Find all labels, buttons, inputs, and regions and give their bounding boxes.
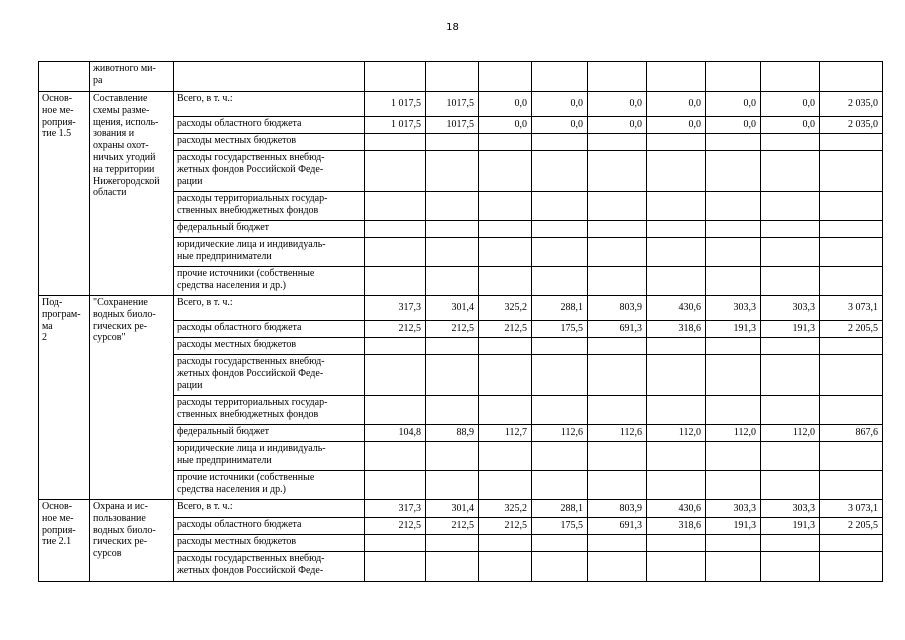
measure-name-line: Составление <box>93 93 148 104</box>
value-cell <box>706 267 761 296</box>
value-cell: 212,5 <box>479 321 532 338</box>
value-cell: 2 205,5 <box>820 518 883 535</box>
funding-source-line: расходы местных бюджетов <box>177 339 297 350</box>
budget-table <box>38 61 883 582</box>
measure-name-line: сурсов" <box>93 332 126 344</box>
value-cell <box>426 151 479 192</box>
measure-name-line: на территории <box>93 163 155 175</box>
value-cell: 2 035,0 <box>820 92 883 117</box>
value-cell: 112,0 <box>761 425 820 442</box>
value-cell: 175,5 <box>532 321 588 338</box>
program-group-line: ма <box>42 320 53 332</box>
value-cell <box>532 62 588 92</box>
value-cell: 112,6 <box>532 425 588 442</box>
funding-source-line: Всего, в т. ч.: <box>177 501 233 512</box>
funding-source-cell <box>174 296 365 321</box>
funding-source-line: рации <box>177 379 203 391</box>
value-cell: 288,1 <box>532 296 588 321</box>
value-cell <box>479 221 532 238</box>
value-cell <box>820 221 883 238</box>
program-group-line: роприя- <box>42 524 76 536</box>
value-cell <box>365 221 426 238</box>
value-cell: 2 205,5 <box>820 321 883 338</box>
funding-source-line: федеральный бюджет <box>177 222 270 233</box>
value-cell <box>820 192 883 221</box>
value-cell <box>532 535 588 552</box>
value-cell <box>820 62 883 92</box>
measure-name-line: Охрана и ис- <box>93 501 148 512</box>
value-cell: 1 017,5 <box>365 117 426 134</box>
value-cell <box>820 396 883 425</box>
funding-source-line: ные предприниматели <box>177 250 272 262</box>
funding-source-line: расходы областного бюджета <box>177 118 302 129</box>
value-cell: 212,5 <box>426 321 479 338</box>
program-group-line: програм- <box>42 308 81 320</box>
value-cell: 191,3 <box>706 518 761 535</box>
value-cell <box>479 238 532 267</box>
value-cell: 430,6 <box>647 500 706 518</box>
program-group-line: тие 1.5 <box>42 128 72 140</box>
value-cell <box>761 471 820 500</box>
value-cell <box>479 471 532 500</box>
value-cell <box>365 151 426 192</box>
value-cell <box>706 192 761 221</box>
funding-source-line: рации <box>177 175 203 187</box>
measure-name-cell <box>90 296 174 500</box>
value-cell <box>706 535 761 552</box>
program-group-line: ное ме- <box>42 512 74 524</box>
value-cell: 0,0 <box>647 117 706 134</box>
value-cell <box>761 134 820 151</box>
program-group-line: Основ- <box>42 93 73 104</box>
value-cell: 112,7 <box>479 425 532 442</box>
measure-name-line: гических ре- <box>93 320 148 332</box>
value-cell: 3 073,1 <box>820 296 883 321</box>
value-cell: 2 035,0 <box>820 117 883 134</box>
value-cell <box>479 62 532 92</box>
funding-source-line: средства населения и др.) <box>177 279 286 291</box>
value-cell <box>706 355 761 396</box>
value-cell <box>761 396 820 425</box>
value-cell: 317,3 <box>365 296 426 321</box>
funding-source-cell <box>174 500 365 518</box>
funding-source-line: расходы территориальных государ- <box>177 193 328 204</box>
value-cell: 803,9 <box>588 500 647 518</box>
value-cell: 212,5 <box>479 518 532 535</box>
table-row <box>39 296 883 321</box>
measure-name-line: охраны охот- <box>93 140 149 152</box>
funding-source-line: ственных внебюджетных фондов <box>177 204 319 216</box>
value-cell: 191,3 <box>706 321 761 338</box>
value-cell: 3 073,1 <box>820 500 883 518</box>
measure-name-cell <box>90 500 174 582</box>
program-group-line: 2 <box>42 332 47 344</box>
value-cell <box>706 471 761 500</box>
value-cell <box>532 338 588 355</box>
measure-name-line: водных биоло- <box>93 524 156 536</box>
value-cell <box>365 192 426 221</box>
value-cell <box>479 442 532 471</box>
measure-name-line: зования и <box>93 128 135 140</box>
funding-source-line: федеральный бюджет <box>177 426 270 437</box>
value-cell <box>426 355 479 396</box>
funding-source-line: расходы государственных внебюд- <box>177 553 325 564</box>
measure-name-line: Нижегородской <box>93 175 160 187</box>
value-cell <box>588 151 647 192</box>
value-cell <box>588 442 647 471</box>
value-cell <box>365 134 426 151</box>
value-cell <box>365 338 426 355</box>
value-cell: 212,5 <box>426 518 479 535</box>
program-group-line: ное ме- <box>42 104 74 116</box>
value-cell <box>588 192 647 221</box>
funding-source-cell <box>174 338 365 355</box>
value-cell: 430,6 <box>647 296 706 321</box>
value-cell <box>426 471 479 500</box>
value-cell <box>588 238 647 267</box>
value-cell <box>426 62 479 92</box>
value-cell <box>761 267 820 296</box>
funding-source-line: прочие источники (собственные <box>177 268 315 279</box>
measure-name-line: сурсов <box>93 548 122 560</box>
value-cell <box>532 396 588 425</box>
value-cell <box>706 338 761 355</box>
table-row <box>39 500 883 518</box>
value-cell: 325,2 <box>479 296 532 321</box>
value-cell: 317,3 <box>365 500 426 518</box>
value-cell <box>820 471 883 500</box>
value-cell <box>479 338 532 355</box>
funding-source-line: расходы областного бюджета <box>177 322 302 333</box>
funding-source-line: средства населения и др.) <box>177 483 286 495</box>
value-cell <box>647 535 706 552</box>
value-cell <box>761 552 820 582</box>
value-cell <box>761 535 820 552</box>
value-cell <box>647 355 706 396</box>
measure-name-line: животного ми- <box>93 63 156 74</box>
value-cell <box>365 442 426 471</box>
value-cell <box>647 134 706 151</box>
value-cell <box>647 238 706 267</box>
value-cell: 1017,5 <box>426 92 479 117</box>
value-cell <box>532 192 588 221</box>
table-row <box>39 92 883 117</box>
funding-source-line: ные предприниматели <box>177 454 272 466</box>
value-cell: 288,1 <box>532 500 588 518</box>
value-cell: 191,3 <box>761 518 820 535</box>
value-cell: 0,0 <box>532 117 588 134</box>
value-cell: 0,0 <box>532 92 588 117</box>
page-number: 18 <box>446 22 459 33</box>
value-cell <box>426 221 479 238</box>
value-cell <box>761 221 820 238</box>
value-cell <box>647 338 706 355</box>
value-cell: 112,6 <box>588 425 647 442</box>
value-cell <box>588 396 647 425</box>
value-cell <box>365 355 426 396</box>
value-cell: 0,0 <box>479 92 532 117</box>
value-cell <box>820 267 883 296</box>
program-group-cell <box>39 296 90 500</box>
value-cell: 0,0 <box>647 92 706 117</box>
value-cell <box>820 338 883 355</box>
measure-name-line: ничьих угодий <box>93 151 156 163</box>
value-cell: 303,3 <box>706 500 761 518</box>
funding-source-cell <box>174 471 365 500</box>
value-cell: 191,3 <box>761 321 820 338</box>
measure-name-cell <box>90 62 174 92</box>
value-cell <box>588 267 647 296</box>
value-cell: 325,2 <box>479 500 532 518</box>
value-cell <box>761 192 820 221</box>
funding-source-cell <box>174 552 365 582</box>
program-group-cell <box>39 92 90 296</box>
value-cell <box>706 552 761 582</box>
funding-source-line: жетных фондов Российской Феде- <box>177 163 324 175</box>
value-cell <box>706 396 761 425</box>
value-cell <box>588 471 647 500</box>
value-cell <box>820 552 883 582</box>
source-cell <box>174 62 365 92</box>
program-group-line: роприя- <box>42 116 76 128</box>
measure-name-line: гических ре- <box>93 536 148 548</box>
value-cell <box>761 338 820 355</box>
value-cell <box>706 221 761 238</box>
value-cell <box>479 396 532 425</box>
value-cell <box>365 552 426 582</box>
value-cell: 301,4 <box>426 296 479 321</box>
value-cell <box>365 535 426 552</box>
funding-source-cell <box>174 425 365 442</box>
value-cell: 303,3 <box>761 296 820 321</box>
value-cell <box>532 151 588 192</box>
value-cell: 0,0 <box>761 92 820 117</box>
program-group-line: Основ- <box>42 501 73 512</box>
funding-source-cell <box>174 442 365 471</box>
value-cell <box>820 442 883 471</box>
funding-source-line: прочие источники (собственные <box>177 472 315 483</box>
carry-over-row <box>39 62 883 92</box>
value-cell <box>426 192 479 221</box>
measure-name-line: щения, исполь- <box>93 116 159 128</box>
funding-source-line: Всего, в т. ч.: <box>177 93 233 104</box>
funding-source-line: расходы местных бюджетов <box>177 135 297 146</box>
value-cell <box>820 151 883 192</box>
value-cell <box>479 151 532 192</box>
value-cell <box>761 238 820 267</box>
value-cell <box>820 535 883 552</box>
value-cell <box>365 267 426 296</box>
value-cell <box>532 442 588 471</box>
value-cell <box>706 442 761 471</box>
funding-source-cell <box>174 355 365 396</box>
value-cell <box>647 442 706 471</box>
value-cell: 303,3 <box>761 500 820 518</box>
value-cell <box>588 355 647 396</box>
value-cell: 212,5 <box>365 518 426 535</box>
value-cell <box>588 552 647 582</box>
value-cell <box>706 151 761 192</box>
value-cell <box>820 134 883 151</box>
measure-name-line: схемы разме- <box>93 104 150 116</box>
value-cell <box>647 192 706 221</box>
value-cell <box>532 267 588 296</box>
value-cell: 1 017,5 <box>365 92 426 117</box>
value-cell: 0,0 <box>706 92 761 117</box>
value-cell <box>426 238 479 267</box>
value-cell <box>426 396 479 425</box>
value-cell: 318,6 <box>647 518 706 535</box>
value-cell: 88,9 <box>426 425 479 442</box>
value-cell <box>532 221 588 238</box>
value-cell <box>532 471 588 500</box>
value-cell <box>588 535 647 552</box>
funding-source-line: ственных внебюджетных фондов <box>177 408 319 420</box>
value-cell <box>588 221 647 238</box>
value-cell <box>647 221 706 238</box>
measure-name-line: водных биоло- <box>93 308 156 320</box>
measure-name-line: ра <box>93 74 103 86</box>
value-cell: 691,3 <box>588 518 647 535</box>
value-cell <box>365 62 426 92</box>
funding-source-cell <box>174 151 365 192</box>
value-cell <box>479 192 532 221</box>
value-cell <box>426 535 479 552</box>
value-cell <box>479 552 532 582</box>
funding-source-cell <box>174 518 365 535</box>
value-cell <box>479 134 532 151</box>
funding-source-cell <box>174 117 365 134</box>
funding-source-cell <box>174 396 365 425</box>
program-group-line: тие 2.1 <box>42 536 72 548</box>
value-cell <box>647 552 706 582</box>
value-cell: 212,5 <box>365 321 426 338</box>
value-cell <box>820 238 883 267</box>
value-cell <box>761 442 820 471</box>
funding-source-cell <box>174 134 365 151</box>
funding-source-line: жетных фондов Российской Феде- <box>177 564 324 576</box>
value-cell <box>426 267 479 296</box>
value-cell: 301,4 <box>426 500 479 518</box>
value-cell: 0,0 <box>761 117 820 134</box>
value-cell <box>426 442 479 471</box>
funding-source-cell <box>174 238 365 267</box>
value-cell <box>479 267 532 296</box>
value-cell <box>588 338 647 355</box>
value-cell: 0,0 <box>479 117 532 134</box>
funding-source-line: юридические лица и индивидуаль- <box>177 239 326 250</box>
funding-source-cell <box>174 192 365 221</box>
funding-source-cell <box>174 221 365 238</box>
value-cell <box>820 355 883 396</box>
program-group-line: Под- <box>42 297 63 308</box>
value-cell <box>761 151 820 192</box>
value-cell <box>588 62 647 92</box>
funding-source-line: расходы государственных внебюд- <box>177 152 325 163</box>
funding-source-line: расходы государственных внебюд- <box>177 356 325 367</box>
value-cell <box>426 552 479 582</box>
value-cell <box>532 552 588 582</box>
funding-source-cell <box>174 535 365 552</box>
value-cell <box>761 62 820 92</box>
funding-source-line: расходы территориальных государ- <box>177 397 328 408</box>
value-cell <box>532 355 588 396</box>
value-cell <box>706 134 761 151</box>
value-cell: 0,0 <box>588 92 647 117</box>
value-cell <box>647 471 706 500</box>
value-cell: 112,0 <box>706 425 761 442</box>
value-cell: 303,3 <box>706 296 761 321</box>
program-group-cell <box>39 500 90 582</box>
value-cell <box>647 396 706 425</box>
value-cell <box>426 338 479 355</box>
value-cell <box>365 396 426 425</box>
value-cell <box>365 471 426 500</box>
value-cell <box>365 238 426 267</box>
value-cell <box>479 355 532 396</box>
value-cell: 691,3 <box>588 321 647 338</box>
value-cell <box>479 535 532 552</box>
value-cell: 1017,5 <box>426 117 479 134</box>
value-cell: 175,5 <box>532 518 588 535</box>
measure-name-line: пользование <box>93 512 146 524</box>
funding-source-line: расходы местных бюджетов <box>177 536 297 547</box>
value-cell <box>532 134 588 151</box>
group-cell <box>39 62 90 92</box>
funding-source-line: Всего, в т. ч.: <box>177 297 233 308</box>
measure-name-line: области <box>93 187 127 199</box>
value-cell: 867,6 <box>820 425 883 442</box>
value-cell <box>706 238 761 267</box>
value-cell <box>532 238 588 267</box>
funding-source-line: жетных фондов Российской Феде- <box>177 367 324 379</box>
value-cell <box>426 134 479 151</box>
funding-source-line: юридические лица и индивидуаль- <box>177 443 326 454</box>
funding-source-cell <box>174 267 365 296</box>
value-cell <box>588 134 647 151</box>
value-cell <box>761 355 820 396</box>
funding-source-cell <box>174 321 365 338</box>
value-cell: 0,0 <box>588 117 647 134</box>
value-cell: 803,9 <box>588 296 647 321</box>
measure-name-line: "Сохранение <box>93 297 148 308</box>
funding-source-line: расходы областного бюджета <box>177 519 302 530</box>
value-cell: 0,0 <box>706 117 761 134</box>
value-cell <box>647 267 706 296</box>
value-cell <box>706 62 761 92</box>
measure-name-cell <box>90 92 174 296</box>
value-cell <box>647 62 706 92</box>
funding-source-cell <box>174 92 365 117</box>
value-cell: 318,6 <box>647 321 706 338</box>
value-cell: 112,0 <box>647 425 706 442</box>
value-cell: 104,8 <box>365 425 426 442</box>
value-cell <box>647 151 706 192</box>
